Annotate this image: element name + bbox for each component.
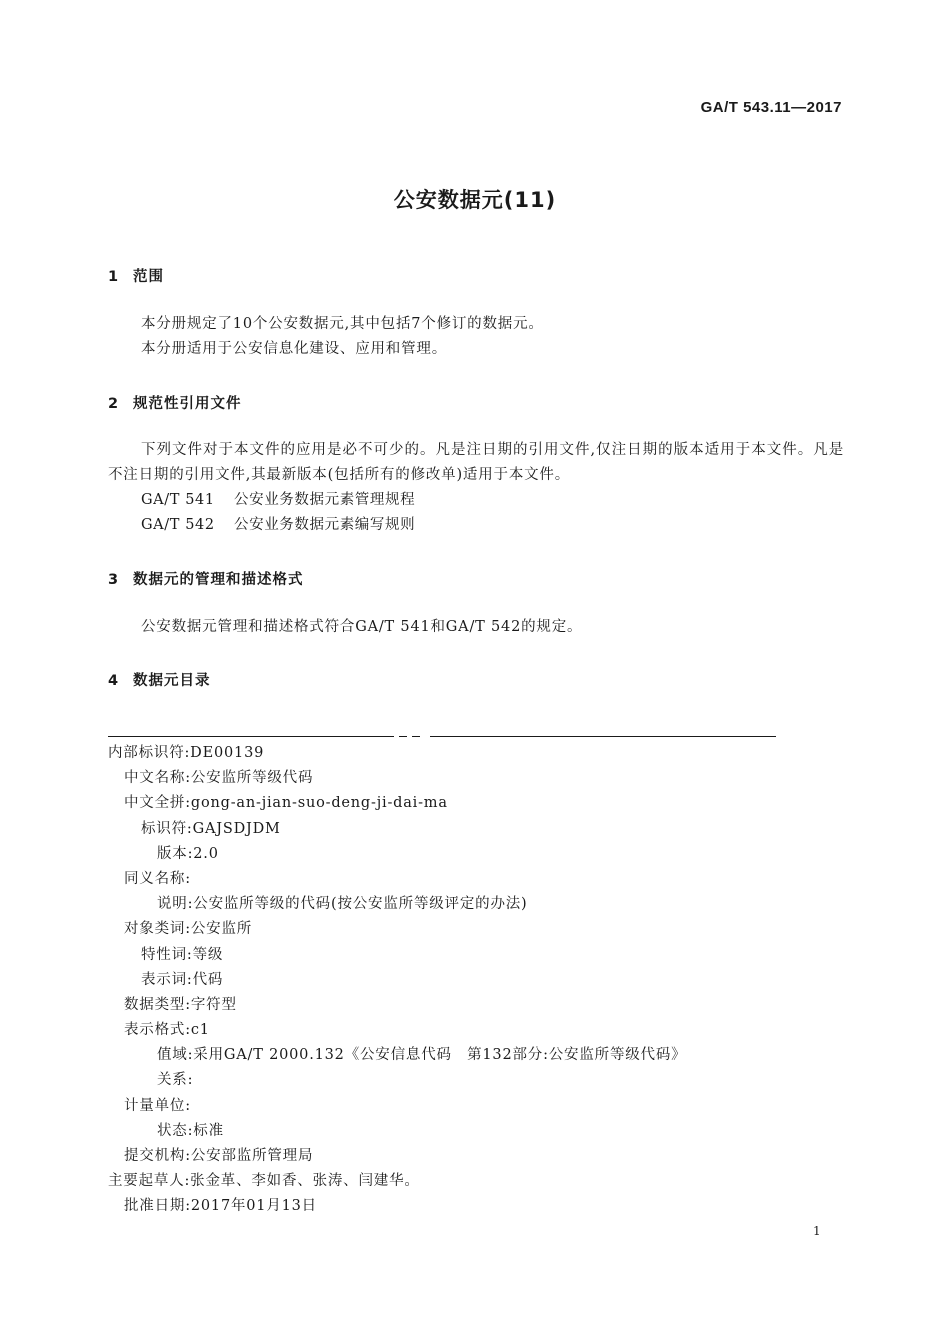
section-2-paragraph: 下列文件对于本文件的应用是必不可少的。凡是注日期的引用文件,仅注日期的版本适用于本文件。凡是不注日期的引用文件,其最新版本(包括所有的修改单)适用于本文件。 <box>108 442 844 483</box>
entry-pinyin: 中文全拼:gong-an-jian-suo-deng-ji-dai-ma <box>124 795 448 812</box>
entry-data-type: 数据类型:字符型 <box>124 996 237 1013</box>
standard-code: GA/T 543.11—2017 <box>700 99 842 116</box>
reference-name: 公安业务数据元素管理规程 <box>234 492 416 508</box>
section-1-body <box>108 312 844 362</box>
entry-drafters: 主要起草人:张金革、李如香、张涛、闫建华。 <box>108 1173 420 1190</box>
reference-name: 公安业务数据元素编写规则 <box>234 517 416 533</box>
page-number: 1 <box>813 1224 821 1238</box>
section-2-body <box>108 438 844 488</box>
section-4-title: 数据元目录 <box>133 673 211 689</box>
section-1-title: 范围 <box>133 269 164 285</box>
section-4-heading <box>108 669 211 690</box>
reference-code: GA/T 542 <box>141 517 215 533</box>
entry-description: 说明:公安监所等级的代码(按公安监所等级评定的办法) <box>157 896 528 913</box>
entry-internal-id: 内部标识符:DE00139 <box>108 745 265 761</box>
normative-references <box>141 488 415 538</box>
section-4-number: 4 <box>108 673 120 689</box>
section-2-title: 规范性引用文件 <box>133 396 242 412</box>
entry-status: 状态:标准 <box>157 1122 224 1139</box>
entry-property: 特性词:等级 <box>141 946 224 963</box>
entry-unit: 计量单位: <box>124 1097 191 1114</box>
section-2-number: 2 <box>108 396 120 412</box>
entry-submitting-org: 提交机构:公安部监所管理局 <box>124 1148 314 1164</box>
entry-relation: 关系: <box>157 1072 194 1089</box>
data-element-entry <box>108 741 686 1220</box>
section-1-heading <box>108 265 164 286</box>
section-1-paragraph: 本分册适用于公安信息化建设、应用和管理。 <box>141 341 447 357</box>
reference-item <box>141 513 415 538</box>
document-title: 公安数据元(11) <box>393 188 557 212</box>
section-3-number: 3 <box>108 572 120 588</box>
entry-representation: 表示词:代码 <box>141 971 224 988</box>
entry-identifier: 标识符:GAJSDJDM <box>141 820 281 837</box>
entry-value-domain: 值域:采用GA/T 2000.132《公安信息代码 第132部分:公安监所等级代码》 <box>157 1047 687 1064</box>
section-3-paragraph: 公安数据元管理和描述格式符合GA/T 541和GA/T 542的规定。 <box>141 619 583 635</box>
entry-format: 表示格式:c1 <box>124 1022 210 1039</box>
entry-chinese-name: 中文名称:公安监所等级代码 <box>124 770 314 787</box>
section-1-number: 1 <box>108 269 120 285</box>
section-2-heading <box>108 392 242 413</box>
entry-approval-date: 批准日期:2017年01月13日 <box>124 1198 317 1215</box>
section-1-paragraph: 本分册规定了10个公安数据元,其中包括7个修订的数据元。 <box>141 316 544 332</box>
entry-synonyms: 同义名称: <box>124 870 191 887</box>
entry-object-class: 对象类词:公安监所 <box>124 921 253 938</box>
reference-item <box>141 488 415 513</box>
entry-version: 版本:2.0 <box>157 845 219 862</box>
section-3-body <box>108 615 844 640</box>
reference-code: GA/T 541 <box>141 492 215 508</box>
section-3-title: 数据元的管理和描述格式 <box>133 572 304 588</box>
section-3-heading <box>108 568 304 589</box>
